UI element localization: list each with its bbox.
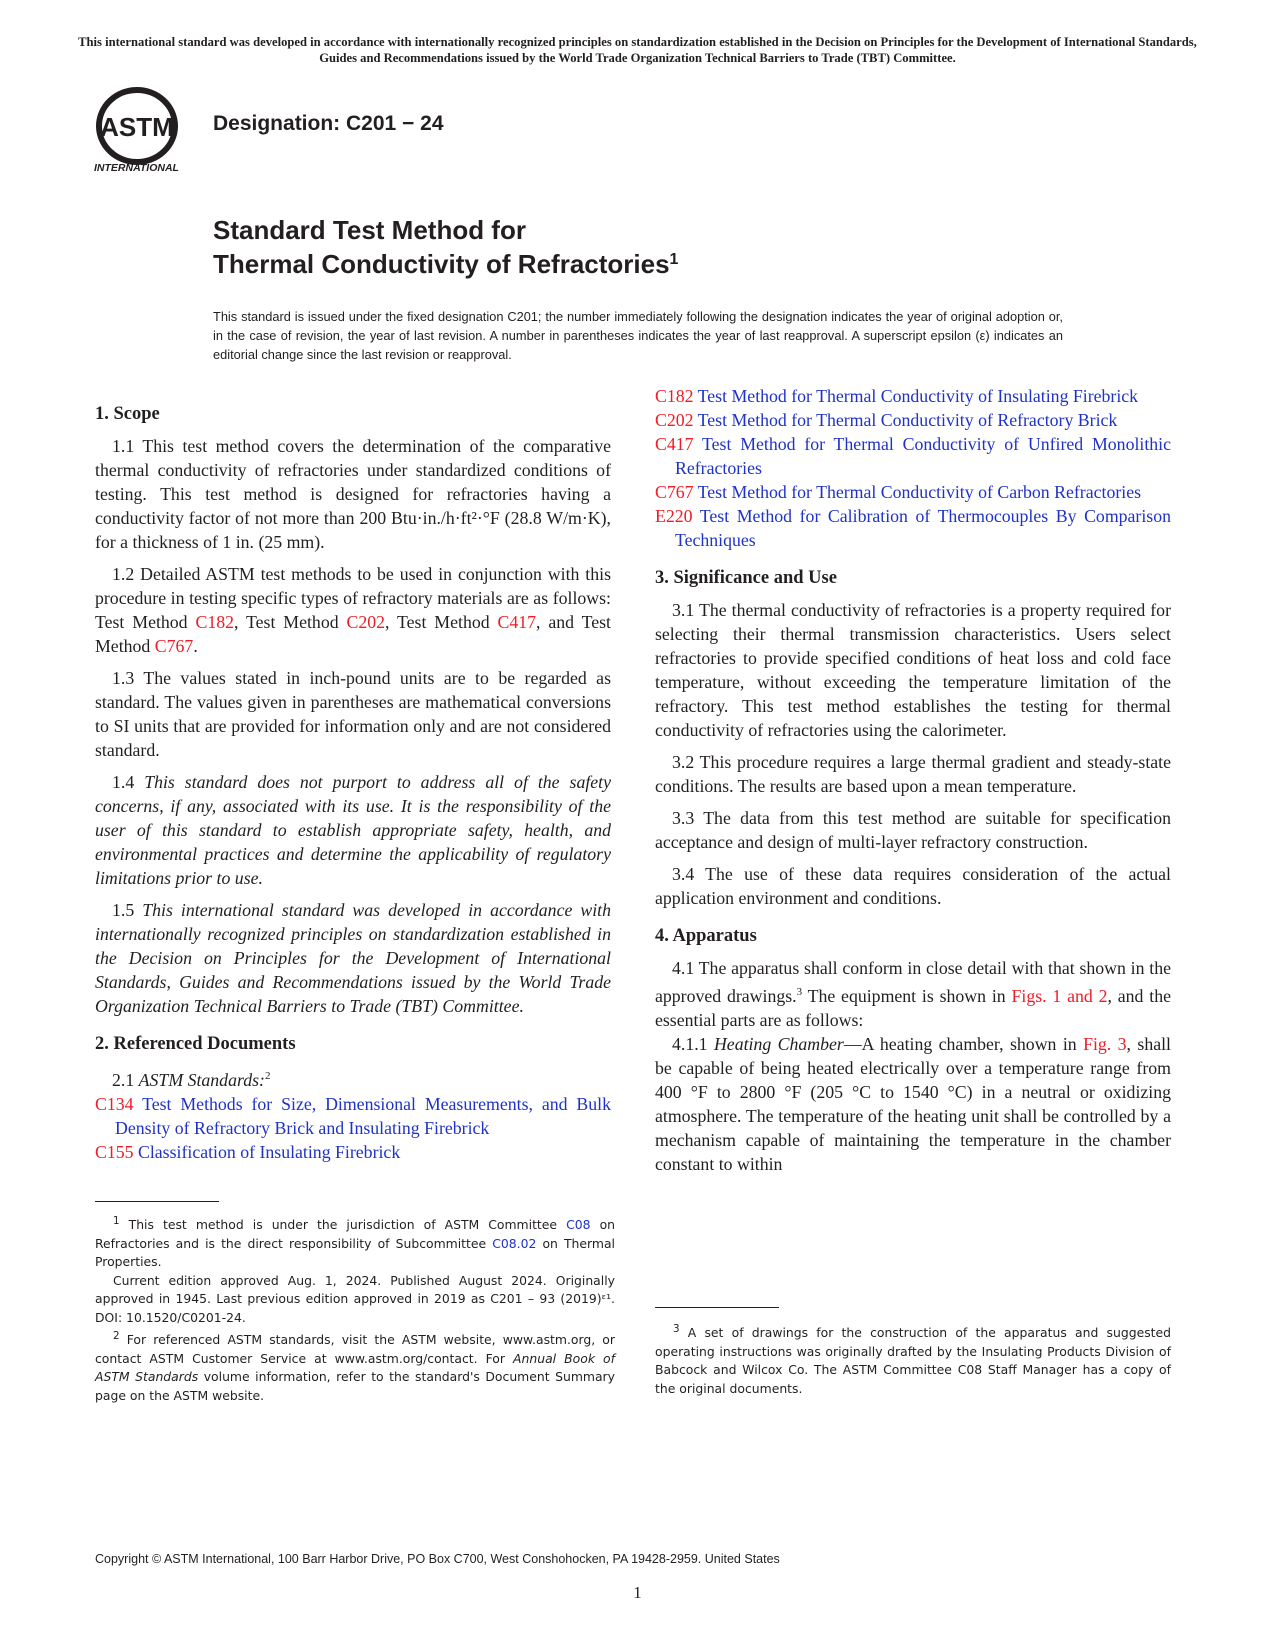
title-footnote-mark: 1	[669, 251, 679, 268]
paragraph-4-1-1: 4.1.1 Heating Chamber—A heating chamber, shown in Fig. 3, shall be capable of being heated electrically over a temperature range from 400 °F to 2800 °F (205 °C to 1540 °C) in a neutral or oxidizing atmosphere. The temperature of the heating unit shall be controlled by a mechanism capable of maintaining the temperature in the chamber constant to within	[655, 1033, 1171, 1174]
copyright-line: Copyright © ASTM International, 100 Barr Harbor Drive, PO Box C700, West Conshohocken, PA 19428-2959. United States	[95, 1552, 780, 1566]
paragraph-1-3: 1.3 The values stated in inch-pound units are to be regarded as standard. The values given in parentheses are mathematical conversions to SI units that are provided for information only and are not considered standard.	[95, 668, 611, 760]
link-subcommittee-c08-02[interactable]: C08.02	[492, 1235, 537, 1251]
ref-e220[interactable]: E220 Test Method for Calibration of Thermocouples By Comparison Techniques	[655, 506, 1171, 550]
footnote-3: $^3$ A set of drawings for the construction of the apparatus and suggested operating instructions was originally drafted by the Insulating Products Division of Babcock and Wilcox Co. The ASTM Committee C08 Staff Manager has a copy of the original documents.	[655, 1323, 1171, 1396]
link-c202[interactable]: C202	[346, 612, 386, 632]
ref-c182[interactable]: C182 Test Method for Thermal Conductivity of Insulating Firebrick	[655, 386, 1139, 406]
footnote-1: $^1$ This test method is under the jurisdiction of ASTM Committee C08 on Refractories and is the direct responsibility of Subcommittee C08.02 on Thermal Properties.	[95, 1215, 616, 1270]
title-line-2: Thermal Conductivity of Refractories$^1$	[213, 249, 679, 279]
issuance-note: This standard is issued under the fixed designation C201; the number immediately following the designation indicates the year of original adoption or, in the case of revision, the year of last revision. A number in parentheses indicates the year of last reapproval. A superscript epsilon (ε) indicates an editorial change since the last revision or reapproval.	[213, 309, 1063, 362]
footnote-right	[655, 1320, 1171, 1398]
svg-text:INTERNATIONAL: INTERNATIONAL	[94, 162, 179, 174]
left-column	[95, 402, 611, 1164]
link-c417[interactable]: C417	[497, 612, 537, 632]
paragraph-1-5: 1.5 This international standard was developed in accordance with internationally recognized principles on standardization established in the Decision on Principles for the Development of International Standards, Guides and Recommendations issued by the World Trade Organization Technical Barriers to Trade (TBT) Committee.	[95, 900, 612, 1016]
ref-c417[interactable]: C417 Test Method for Thermal Conductivity of Unfired Monolithic Refractories	[655, 434, 1171, 478]
international-standard-notice: This international standard was developed in accordance with internationally recognized principles on standardization established in the Decision on Principles for the Development of International Standards, Guides and Recommendations issued by the World Trade Organization Technical Barriers to Trade (TBT) Committee.	[78, 35, 1197, 65]
section-3-heading: 3. Significance and Use	[655, 568, 837, 588]
paragraph-1-2: 1.2 Detailed ASTM test methods to be used in conjunction with this procedure in testing specific types of refractory materials are as follows: Test Method C182, Test Method C202, Test Method C417, and Test Method C767.	[95, 564, 611, 656]
page-number: 1	[633, 1583, 642, 1602]
astm-logo	[92, 86, 202, 178]
footnotes-left	[95, 1212, 615, 1405]
footnote-rule-right	[655, 1307, 779, 1308]
link-committee-c08[interactable]: C08	[566, 1217, 591, 1233]
paragraph-3-1: 3.1 The thermal conductivity of refractories is a property required for selecting their thermal transmission characteristics. Users select refractories to provide specified conditions of heat loss and cold face temperature, without exceeding the temperature limitation of the refractory. This test method establishes the testing for thermal conductivity of refractories using the calorimeter.	[655, 600, 1171, 740]
title-line-1: Standard Test Method for	[213, 215, 526, 245]
footnote-2: $^2$ For referenced ASTM standards, visit the ASTM website, www.astm.org, or contact ASTM Customer Service at www.astm.org/contact. For Annual Book of ASTM Standards volume information, refer to the standard's Document Summary page on the ASTM website.	[95, 1330, 615, 1403]
ref-c202[interactable]: C202 Test Method for Thermal Conductivity of Refractory Brick	[655, 410, 1118, 430]
section-1-heading: 1. Scope	[95, 404, 160, 424]
ref-c134[interactable]: C134 Test Methods for Size, Dimensional Measurements, and Bulk Density of Refractory Brick and Insulating Firebrick	[95, 1093, 611, 1138]
ref-c155[interactable]: C155 Classification of Insulating Firebrick	[95, 1141, 401, 1162]
document-title	[213, 213, 678, 281]
paragraph-3-3: 3.3 The data from this test method are suitable for specification acceptance and design of multi-layer refractory construction.	[655, 808, 1171, 852]
designation: Designation: C201 − 24	[213, 112, 444, 135]
paragraph-1-4: 1.4 This standard does not purport to address all of the safety concerns, if any, associated with its use. It is the responsibility of the user of this standard to establish appropriate safety, health, and environmental practices and determine the applicability of regulatory limitations prior to use.	[95, 772, 612, 888]
link-c182[interactable]: C182	[195, 612, 235, 632]
footnote-1-edition: Current edition approved Aug. 1, 2024. Published August 2024. Originally approved in 1945. Last previous edition approved in 2019 as C201 – 93 (2019)ᵋ¹. DOI: 10.1520/C0201-24.	[95, 1272, 615, 1325]
footnote-rule-left	[95, 1201, 219, 1202]
section-2-heading: 2. Referenced Documents	[95, 1034, 296, 1054]
svg-text:ASTM: ASTM	[100, 112, 174, 142]
paragraph-1-1: 1.1 This test method covers the determination of the comparative thermal conductivity of refractories under standardized conditions of testing. This test method is designed for refractories having a conductivity factor of not more than 200 Btu·in./h·ft²·°F (28.8 W/m·K), for a thickness of 1 in. (25 mm).	[95, 436, 611, 552]
paragraph-3-2: 3.2 This procedure requires a large thermal gradient and steady-state conditions. The results are based upon a mean temperature.	[655, 752, 1171, 796]
link-c767[interactable]: C767	[154, 636, 194, 656]
paragraph-4-1: 4.1 The apparatus shall conform in close detail with that shown in the approved drawings.$^3$ The equipment is shown in Figs. 1 and 2, and the essential parts are as follows:	[655, 958, 1171, 1030]
link-figs-1-2[interactable]: Figs. 1 and 2	[1011, 985, 1108, 1006]
link-fig-3[interactable]: Fig. 3	[1083, 1033, 1127, 1054]
paragraph-3-4: 3.4 The use of these data requires consideration of the actual application environment and conditions.	[655, 864, 1171, 908]
paragraph-2-1: 2.1 ASTM Standards:$^2$	[112, 1069, 271, 1090]
ref-c767[interactable]: C767 Test Method for Thermal Conductivity of Carbon Refractories	[655, 482, 1142, 502]
section-4-heading: 4. Apparatus	[655, 926, 757, 946]
right-column	[655, 384, 1171, 1184]
